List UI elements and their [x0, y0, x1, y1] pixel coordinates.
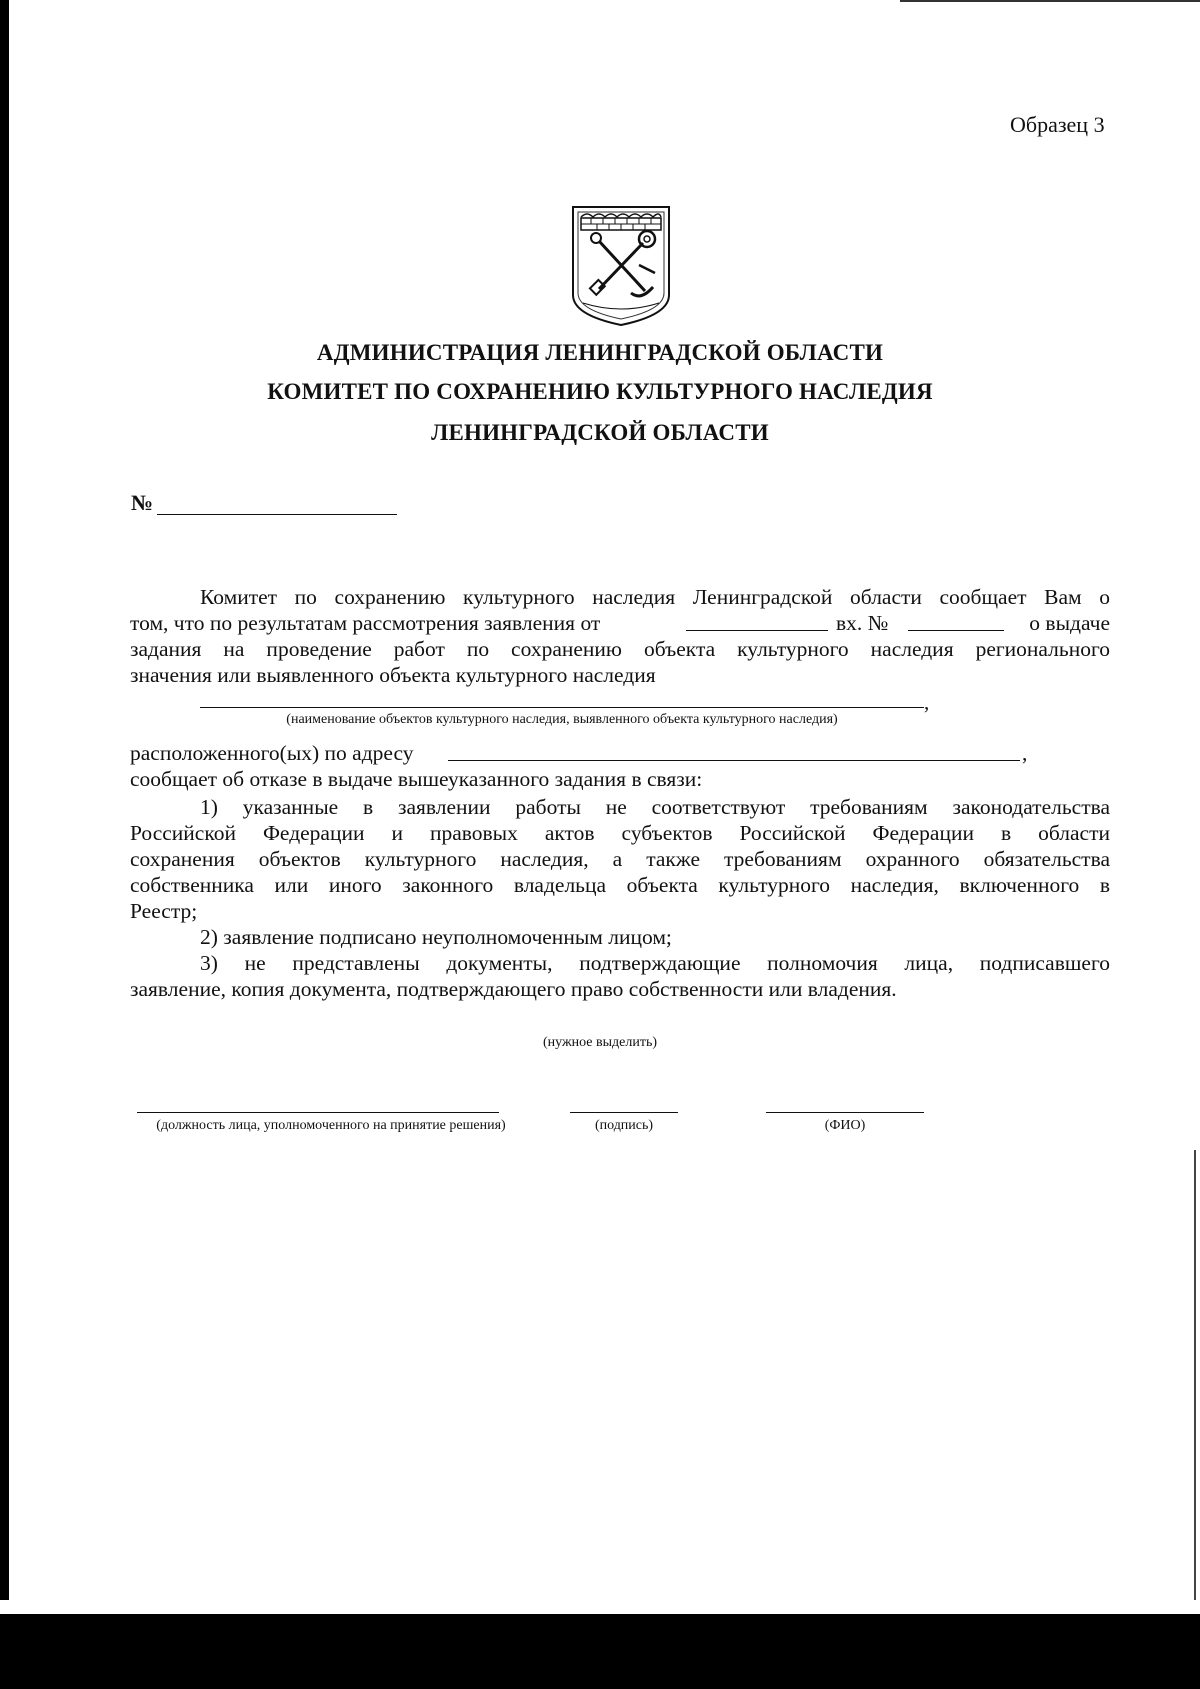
header-committee: КОМИТЕТ ПО СОХРАНЕНИЮ КУЛЬТУРНОГО НАСЛЕДИЯ — [267, 379, 933, 404]
intro-line-2-start: том, что по результатам рассмотрения заявления от — [130, 611, 601, 635]
number-sign: № — [131, 490, 154, 515]
signature-caption: (подпись) — [594, 1118, 654, 1133]
reason-3-line-1: 3) не представлены документы, подтверждающие полномочия лица, подписавшего — [200, 951, 1110, 975]
intro-line-2-end: о выдаче — [1029, 611, 1110, 635]
scan-top-line — [900, 0, 1200, 2]
reason-1-line-5: Реестр; — [130, 899, 198, 923]
scan-left-edge — [0, 0, 9, 1600]
object-name-caption: (наименование объектов культурного наследия, выявленного объекта культурного наследия) — [286, 712, 838, 727]
intro-line-2 — [130, 610, 1110, 636]
number-blank-line — [157, 514, 397, 515]
reason-3-line-2: заявление, копия документа, подтверждающего право собственности или владения. — [130, 977, 897, 1001]
position-blank-line — [137, 1112, 499, 1113]
scan-bottom-band — [0, 1614, 1200, 1689]
incoming-number-blank — [908, 612, 1004, 631]
reason-1-line-3: сохранения объектов культурного наследия, а также требованиям охранного обязательства — [130, 847, 1110, 871]
refusal-statement: сообщает об отказе в выдаче вышеуказанного задания в связи: — [130, 767, 703, 791]
name-caption: (ФИО) — [824, 1118, 866, 1133]
object-name-comma: , — [924, 690, 930, 714]
name-blank-line — [766, 1112, 924, 1113]
scan-right-edge — [1194, 1150, 1196, 1600]
intro-line-3: задания на проведение работ по сохранению объекта культурного наследия регионального — [130, 637, 1110, 661]
select-note: (нужное выделить) — [542, 1035, 658, 1050]
intro-line-4: значения или выявленного объекта культурного наследия — [130, 663, 656, 687]
intro-line-1: Комитет по сохранению культурного наследия Ленинградской области сообщает Вам о — [200, 585, 1110, 609]
coat-of-arms-icon — [569, 203, 673, 327]
reason-1-line-1: 1) указанные в заявлении работы не соответствуют требованиям законодательства — [200, 795, 1110, 819]
address-blank — [448, 742, 1020, 761]
header-administration: АДМИНИСТРАЦИЯ ЛЕНИНГРАДСКОЙ ОБЛАСТИ — [316, 340, 884, 365]
signature-blank-line — [570, 1112, 678, 1113]
reason-1-line-2: Российской Федерации и правовых актов субъектов Российской Федерации в области — [130, 821, 1110, 845]
incoming-number-label: вх. № — [836, 611, 889, 635]
header-region: ЛЕНИНГРАДСКОЙ ОБЛАСТИ — [431, 420, 769, 445]
address-label: расположенного(ых) по адресу — [130, 741, 414, 765]
address-line — [130, 740, 1110, 766]
object-name-blank-line — [200, 707, 924, 708]
position-caption: (должность лица, уполномоченного на принятие решения) — [156, 1118, 506, 1133]
reason-2: 2) заявление подписано неуполномоченным лицом; — [200, 925, 672, 949]
address-comma: , — [1022, 741, 1028, 765]
reason-1-line-4: собственника или иного законного владельца объекта культурного наследия, включенного в — [130, 873, 1110, 897]
sample-label: Образец 3 — [1010, 112, 1105, 137]
application-date-blank — [686, 612, 828, 631]
